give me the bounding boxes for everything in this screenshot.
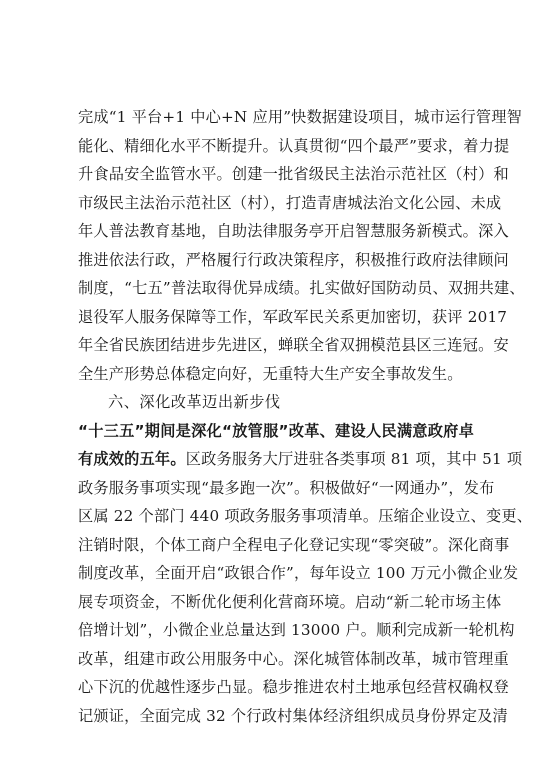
- text-line: 升食品安全监管水平。创建一批省级民主法治示范社区（村）和: [78, 165, 509, 183]
- text-line: 推进依法行政，严格履行行政决策程序，积极推行政府法律顾问: [78, 250, 509, 269]
- text-line: 记颁证，全面完成 32 个行政村集体经济组织成员身份界定及清: [78, 706, 508, 725]
- text-line: 展专项资金，不断优化便利化营商环境。启动“新二轮市场主体: [78, 592, 502, 611]
- text-line-mixed: [78, 445, 523, 474]
- text-line: 注销时限，个体工商户全程电子化登记实现“零突破”。深化商事: [78, 535, 510, 554]
- text-line: 倍增计划”，小微企业总量达到 13000 户。顺利完成新一轮机构: [78, 621, 515, 639]
- bold-lead-text: 有成效的五年。: [78, 450, 186, 468]
- text-line: 全生产形势总体稳定向好，无重特大生产安全事故发生。: [78, 364, 463, 383]
- paragraph-reform: [78, 417, 533, 731]
- section-heading: 六、深化改革迈出新步伐: [108, 393, 281, 411]
- text-line: 政务服务事项实现“最多跑一次”。积极做好“一网通办”，发布: [78, 478, 495, 497]
- text-span: 区政务服务大厅进驻各类事项 81 项，其中 51 项: [185, 450, 523, 468]
- text-line: 区属 22 个部门 440 项政务服务事项清单。压缩企业设立、变更、: [78, 507, 533, 525]
- paragraph-legal-governance: [78, 103, 525, 388]
- bold-text-line: “十三五”期间是深化“放管服”改革、建设人民满意政府卓: [78, 421, 474, 440]
- text-line: 市级民主法治示范社区（村），打造青唐城法治文化公园、未成: [78, 193, 502, 212]
- text-line: 年全省民族团结进步先进区，蝉联全省双拥模范县区三连冠。安: [78, 336, 509, 354]
- document-body: [78, 103, 533, 730]
- text-line: 退役军人服务保障等工作，军政军民关系更加密切，获评 2017: [78, 307, 508, 326]
- text-line: 完成“1 平台+1 中心+N 应用”快数据建设项目，城市运行管理智: [78, 108, 522, 126]
- text-line: 年人普法教育基地，自助法律服务亭开启智慧服务新模式。深入: [78, 222, 509, 240]
- text-line: 改革，组建市政公用服务中心。深化城管体制改革，城市管理重: [78, 649, 509, 668]
- text-line: 制度，“七五”普法取得优异成绩。扎实做好国防动员、双拥共建、: [78, 279, 525, 297]
- text-line: 心下沉的优越性逐步凸显。稳步推进农村土地承包经营权确权登: [78, 678, 509, 696]
- text-line: 制度改革，全面开启“政银合作”，每年设立 100 万元小微企业发: [78, 564, 519, 582]
- text-line: 能化、精细化水平不断提升。认真贯彻“四个最严”要求，着力提: [78, 136, 510, 155]
